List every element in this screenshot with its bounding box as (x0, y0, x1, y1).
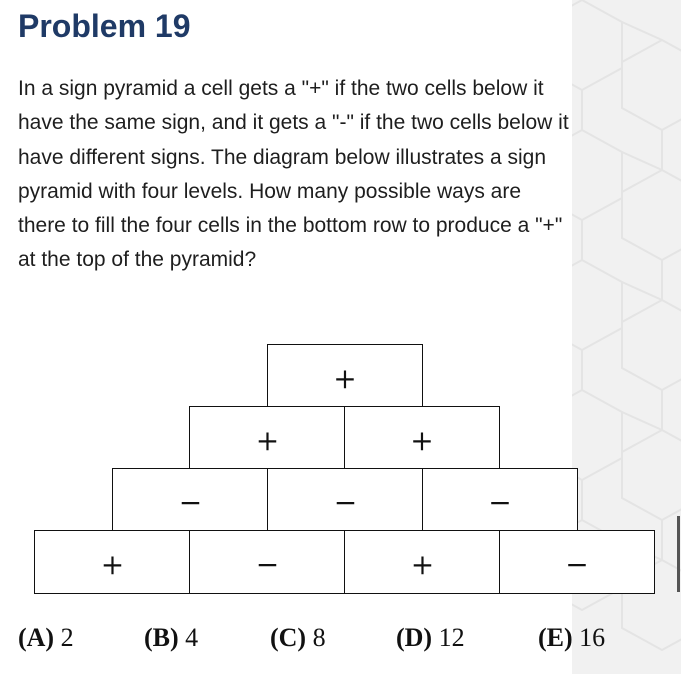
answer-value: 8 (312, 623, 326, 652)
answer-letter: (D) (396, 623, 433, 652)
answer-letter: (E) (538, 623, 573, 652)
answer-choice-a[interactable] (18, 623, 74, 653)
pyramid-cell-row4-3: + (344, 530, 501, 594)
pyramid-cell-row3-3: − (422, 468, 578, 532)
problem-title: Problem 19 (18, 8, 191, 44)
answer-value: 12 (438, 623, 465, 652)
answer-letter: (C) (270, 623, 307, 652)
answer-choice-c[interactable] (270, 623, 326, 653)
answer-choice-e[interactable] (538, 623, 605, 653)
answer-letter: (A) (18, 623, 55, 652)
problem-statement: In a sign pyramid a cell gets a "+" if the two cells below it have the same sign, and it gets a "-" if the two cells below it have different signs. The diagram below illustrates a sign pyramid with four levels. How many possible ways are there to fill the four cells in the bottom row to produce a "+" at the top of the pyramid? (18, 77, 569, 272)
pyramid-cell-row4-4: − (499, 530, 655, 594)
answer-value: 2 (60, 623, 74, 652)
answer-letter: (B) (144, 623, 179, 652)
pyramid-cell-row2-1: + (189, 406, 346, 470)
answer-choice-b[interactable] (144, 623, 198, 653)
pyramid-cell-row2-2: + (344, 406, 500, 470)
pyramid-cell-row3-2: − (267, 468, 424, 532)
pyramid-cell-row4-2: − (189, 530, 346, 594)
pyramid-cell-row3-1: − (112, 468, 269, 532)
answer-value: 4 (185, 623, 199, 652)
pyramid-cell-top: + (267, 344, 423, 408)
scrollbar[interactable] (677, 516, 680, 592)
answer-choice-d[interactable] (396, 623, 465, 653)
pyramid-cell-row4-1: + (34, 530, 191, 594)
answer-value: 16 (579, 623, 606, 652)
